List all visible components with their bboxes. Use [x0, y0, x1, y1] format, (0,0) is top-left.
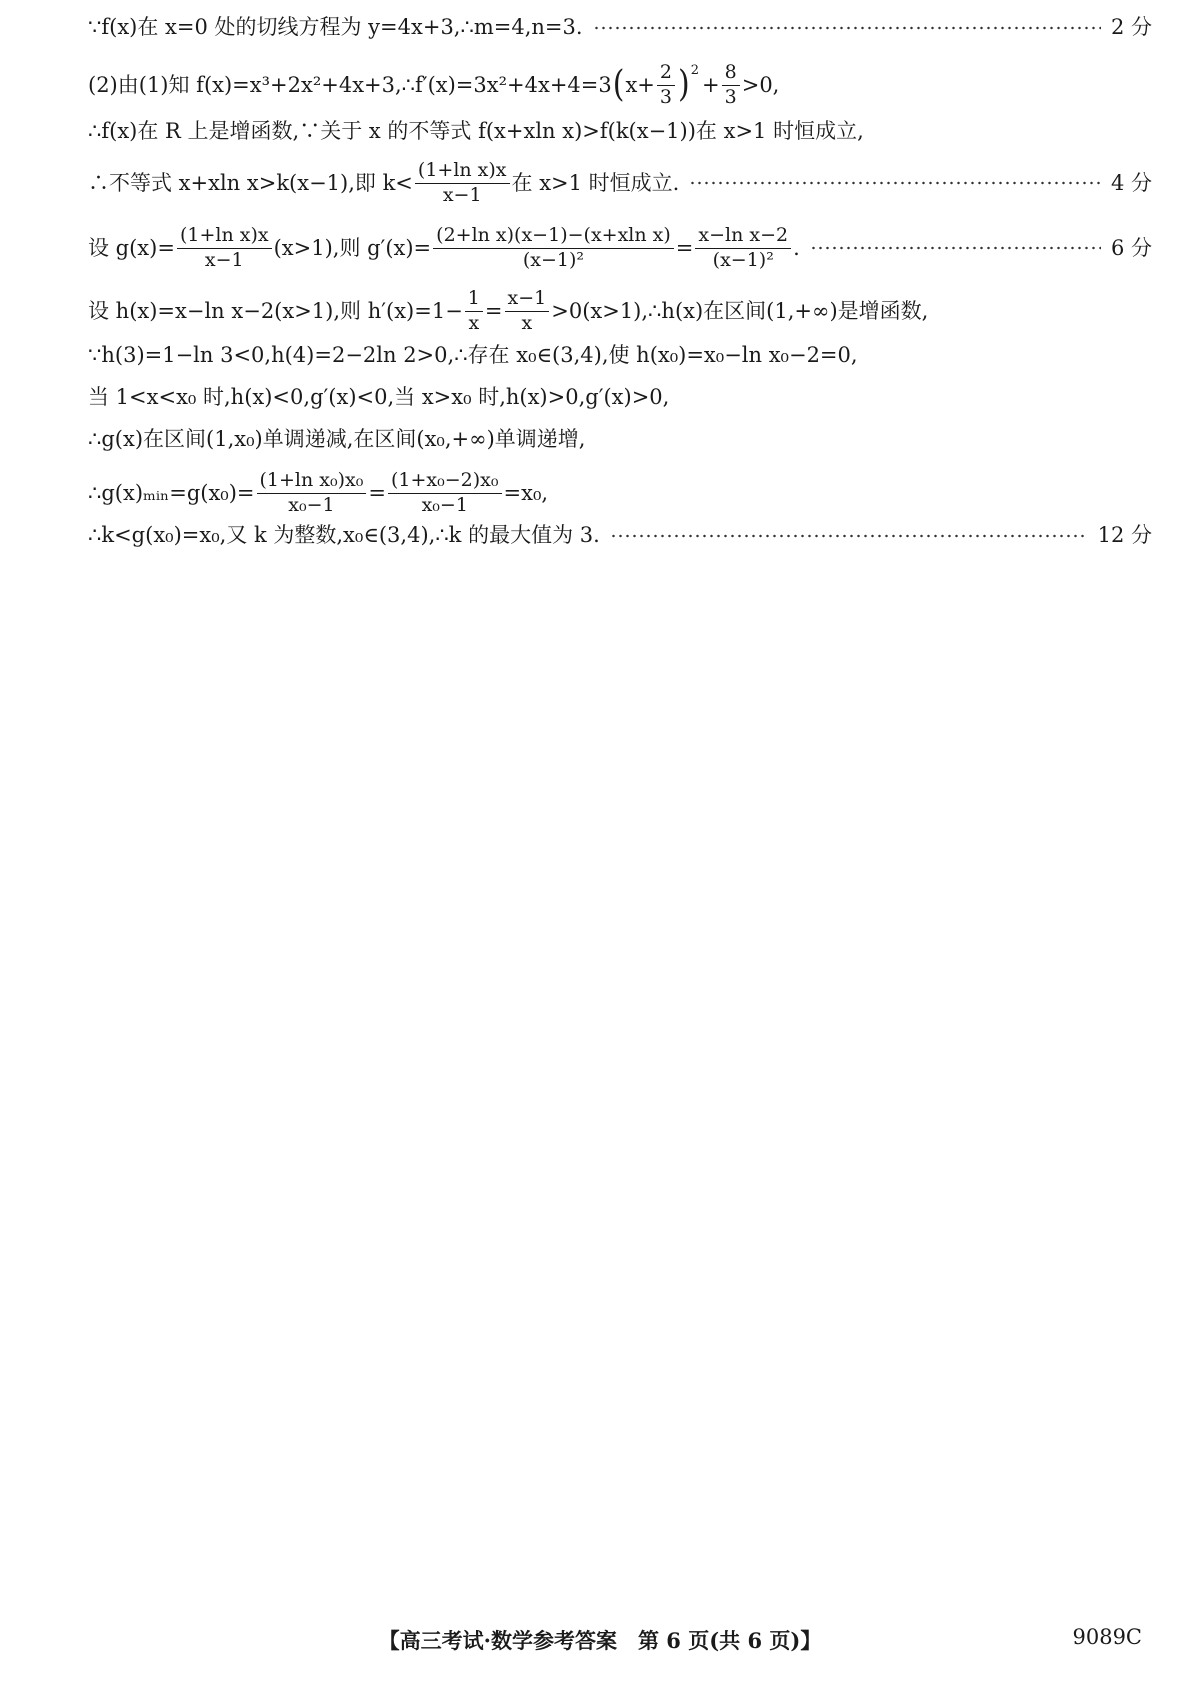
- fraction-denominator: x−1: [442, 183, 482, 206]
- solution-line-6: [88, 288, 1152, 335]
- formula-text-pre: ∴不等式 x+xln x>k(x−1),即 k<: [88, 170, 413, 195]
- formula-text-post: >0(x>1),∴h(x)在区间(1,+∞)是增函数,: [551, 298, 929, 323]
- fraction-numerator: 1: [465, 288, 483, 312]
- score-label: 6 分: [1110, 235, 1152, 260]
- fraction-numerator: x−ln x−2: [695, 225, 791, 249]
- solution-text: ∵h(3)=1−ln 3<0,h(4)=2−2ln 2>0,∴存在 x₀∈(3,4),使 h(x₀)=x₀−ln x₀−2=0,: [88, 343, 858, 367]
- solution-text: 当 1<x<x₀ 时,h(x)<0,g′(x)<0,当 x>x₀ 时,h(x)>0,g′(x)>0,: [88, 385, 670, 409]
- exponent: 2: [690, 62, 700, 78]
- fraction-denominator: 3: [659, 85, 673, 108]
- score-label: 12 分: [1097, 523, 1152, 547]
- fraction-denominator: 3: [724, 85, 737, 108]
- fraction: [257, 470, 367, 517]
- score-label: 4 分: [1110, 170, 1152, 195]
- solution-text: ∴k<g(x₀)=x₀,又 k 为整数,x₀∈(3,4),∴k 的最大值为 3.: [88, 523, 600, 547]
- fraction-numerator: (1+ln x₀)x₀: [257, 470, 367, 494]
- solution-line-11: [88, 522, 1152, 549]
- page-footer-code: 9089C: [1072, 1625, 1142, 1649]
- fraction-denominator: x−1: [204, 248, 244, 271]
- solution-line-1: [88, 14, 1152, 41]
- right-paren: ): [678, 63, 690, 106]
- fraction-numerator: (1+x₀−2)x₀: [388, 470, 502, 494]
- solution-line-8: [88, 384, 1152, 411]
- page-footer-title: 【高三考试·数学参考答案 第 6 页(共 6 页)】: [378, 1628, 822, 1653]
- formula-text-eq: =: [484, 298, 503, 323]
- solution-formula: [88, 470, 548, 517]
- fraction: [177, 225, 272, 272]
- fraction: [695, 225, 791, 272]
- fraction: [657, 62, 675, 109]
- formula-text-pre: (2)由(1)知 f(x)=x³+2x²+4x+3,∴f′(x)=3x²+4x+4=3: [88, 72, 612, 97]
- solution-formula: [88, 288, 928, 335]
- formula-text-post: 在 x>1 时恒成立.: [511, 170, 680, 195]
- fraction-numerator: (2+ln x)(x−1)−(x+xln x): [433, 225, 674, 249]
- dotted-leader: [593, 26, 1101, 30]
- solution-line-10: [88, 470, 1152, 517]
- solution-line-4: [88, 160, 1152, 207]
- solution-line-3: [88, 118, 1152, 145]
- fraction-numerator: (1+ln x)x: [177, 225, 272, 249]
- formula-text-eq: =: [368, 480, 386, 505]
- fraction-numerator: 2: [657, 62, 675, 86]
- fraction-denominator: (x−1)²: [712, 248, 774, 271]
- fraction: [505, 288, 550, 335]
- fraction: [415, 160, 510, 207]
- formula-text-post: .: [793, 235, 800, 260]
- solution-line-2: [88, 62, 1152, 109]
- formula-text-pre: ∴g(x)ₘᵢₙ=g(x₀)=: [88, 480, 255, 505]
- fraction-numerator: x−1: [505, 288, 550, 312]
- dotted-leader: [610, 534, 1088, 538]
- formula-text-post: >0,: [741, 72, 780, 97]
- solution-line-9: [88, 426, 1152, 453]
- formula-text-eq: =: [675, 235, 694, 260]
- formula-text-mid: (x>1),则 g′(x)=: [273, 235, 432, 260]
- formula-text-plus: +: [702, 72, 720, 97]
- solution-formula: [88, 62, 779, 109]
- solution-text: ∵f(x)在 x=0 处的切线方程为 y=4x+3,∴m=4,n=3.: [88, 15, 583, 39]
- solution-formula: [88, 160, 679, 207]
- formula-text-pre: 设 g(x)=: [88, 235, 175, 260]
- fraction: [388, 470, 502, 517]
- formula-text-pre: 设 h(x)=x−ln x−2(x>1),则 h′(x)=1−: [88, 298, 463, 323]
- solution-formula: [88, 225, 800, 272]
- solution-line-7: [88, 342, 1152, 369]
- fraction-numerator: 8: [722, 62, 740, 86]
- score-label: 2 分: [1110, 15, 1152, 39]
- fraction-denominator: (x−1)²: [522, 248, 585, 271]
- solution-line-5: [88, 225, 1152, 272]
- fraction: [433, 225, 674, 272]
- fraction: [465, 288, 483, 335]
- fraction-numerator: (1+ln x)x: [415, 160, 510, 184]
- left-paren: (: [612, 63, 625, 106]
- fraction-denominator: x₀−1: [421, 493, 468, 516]
- formula-text-post: =x₀,: [503, 480, 549, 505]
- fraction-denominator: x: [521, 311, 533, 334]
- solution-text: ∴g(x)在区间(1,x₀)单调递减,在区间(x₀,+∞)单调递增,: [88, 427, 586, 451]
- dotted-leader: [810, 246, 1101, 250]
- fraction-denominator: x₀−1: [288, 493, 335, 516]
- fraction: [722, 62, 740, 109]
- dotted-leader: [689, 181, 1101, 185]
- formula-text-inner: x+: [625, 72, 655, 97]
- solution-text: ∴f(x)在 R 上是增函数,∵关于 x 的不等式 f(x+xln x)>f(k(x−1))在 x>1 时恒成立,: [88, 119, 864, 143]
- fraction-denominator: x: [468, 311, 480, 334]
